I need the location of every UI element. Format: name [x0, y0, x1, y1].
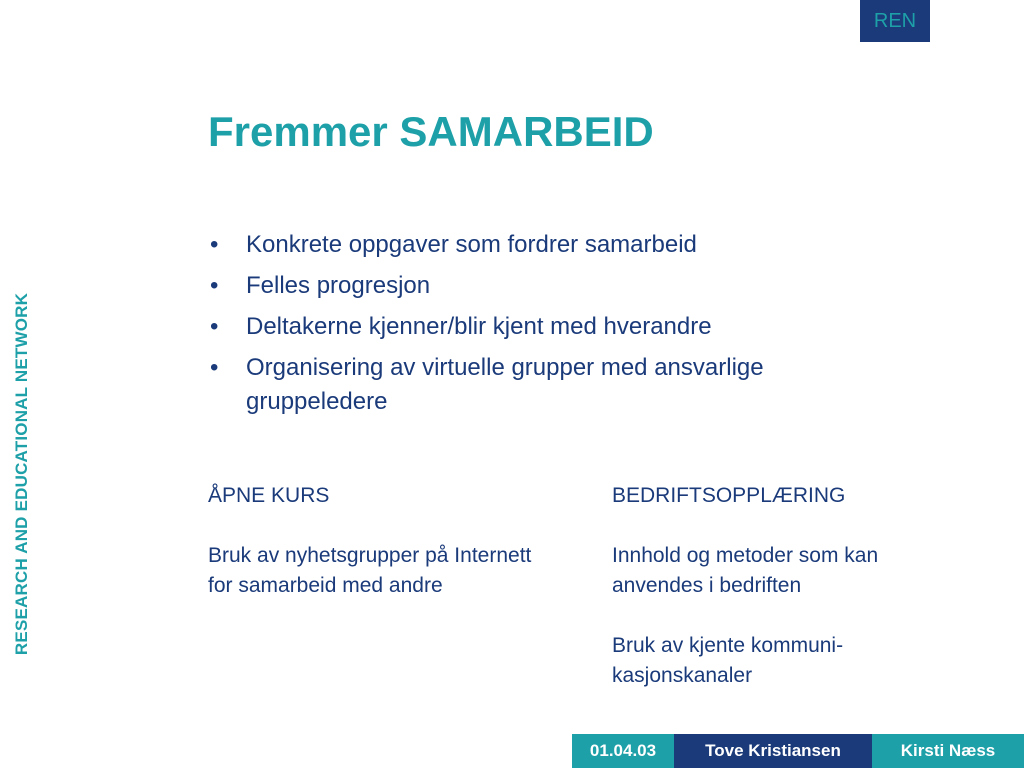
side-label: RESEARCH AND EDUCATIONAL NETWORK: [12, 292, 31, 656]
bullet-list: [210, 228, 890, 426]
open-courses-column: [208, 481, 538, 631]
bullet-item: [210, 351, 890, 419]
column-paragraph: Innhold og metoder som kan anvendes i bedriften: [612, 544, 879, 597]
column-heading: BEDRIFTSOPPLÆRING: [612, 484, 846, 507]
footer-date: 01.04.03: [572, 734, 674, 768]
bullet-text: Deltakerne kjenner/blir kjent med hverandre: [246, 313, 712, 340]
column-paragraph: Bruk av kjente kommuni-kasjonskanaler: [612, 634, 844, 687]
slide-title: Fremmer SAMARBEID: [208, 108, 654, 155]
bullet-dot-icon: •: [210, 354, 219, 381]
column-paragraph: Bruk av nyhetsgrupper på Internett for samarbeid med andre: [208, 544, 532, 597]
footer-author-2: Kirsti Næss: [872, 734, 1024, 768]
bullet-dot-icon: •: [210, 231, 219, 258]
bullet-dot-icon: •: [210, 272, 219, 299]
bullet-text: Konkrete oppgaver som fordrer samarbeid: [246, 231, 697, 258]
bullet-item: [210, 269, 890, 303]
bullet-dot-icon: •: [210, 313, 219, 340]
bullet-item: [210, 228, 890, 262]
ren-logo: [860, 0, 930, 42]
bullet-text: Felles progresjon: [246, 272, 431, 299]
logo-text: REN: [873, 9, 917, 32]
bullet-item: [210, 310, 890, 344]
bullet-text: Organisering av virtuelle grupper med ansvarlige gruppeledere: [246, 354, 764, 415]
column-heading: ÅPNE KURS: [208, 484, 330, 507]
corporate-training-column: [612, 481, 972, 721]
footer-author-1: Tove Kristiansen: [674, 734, 872, 768]
